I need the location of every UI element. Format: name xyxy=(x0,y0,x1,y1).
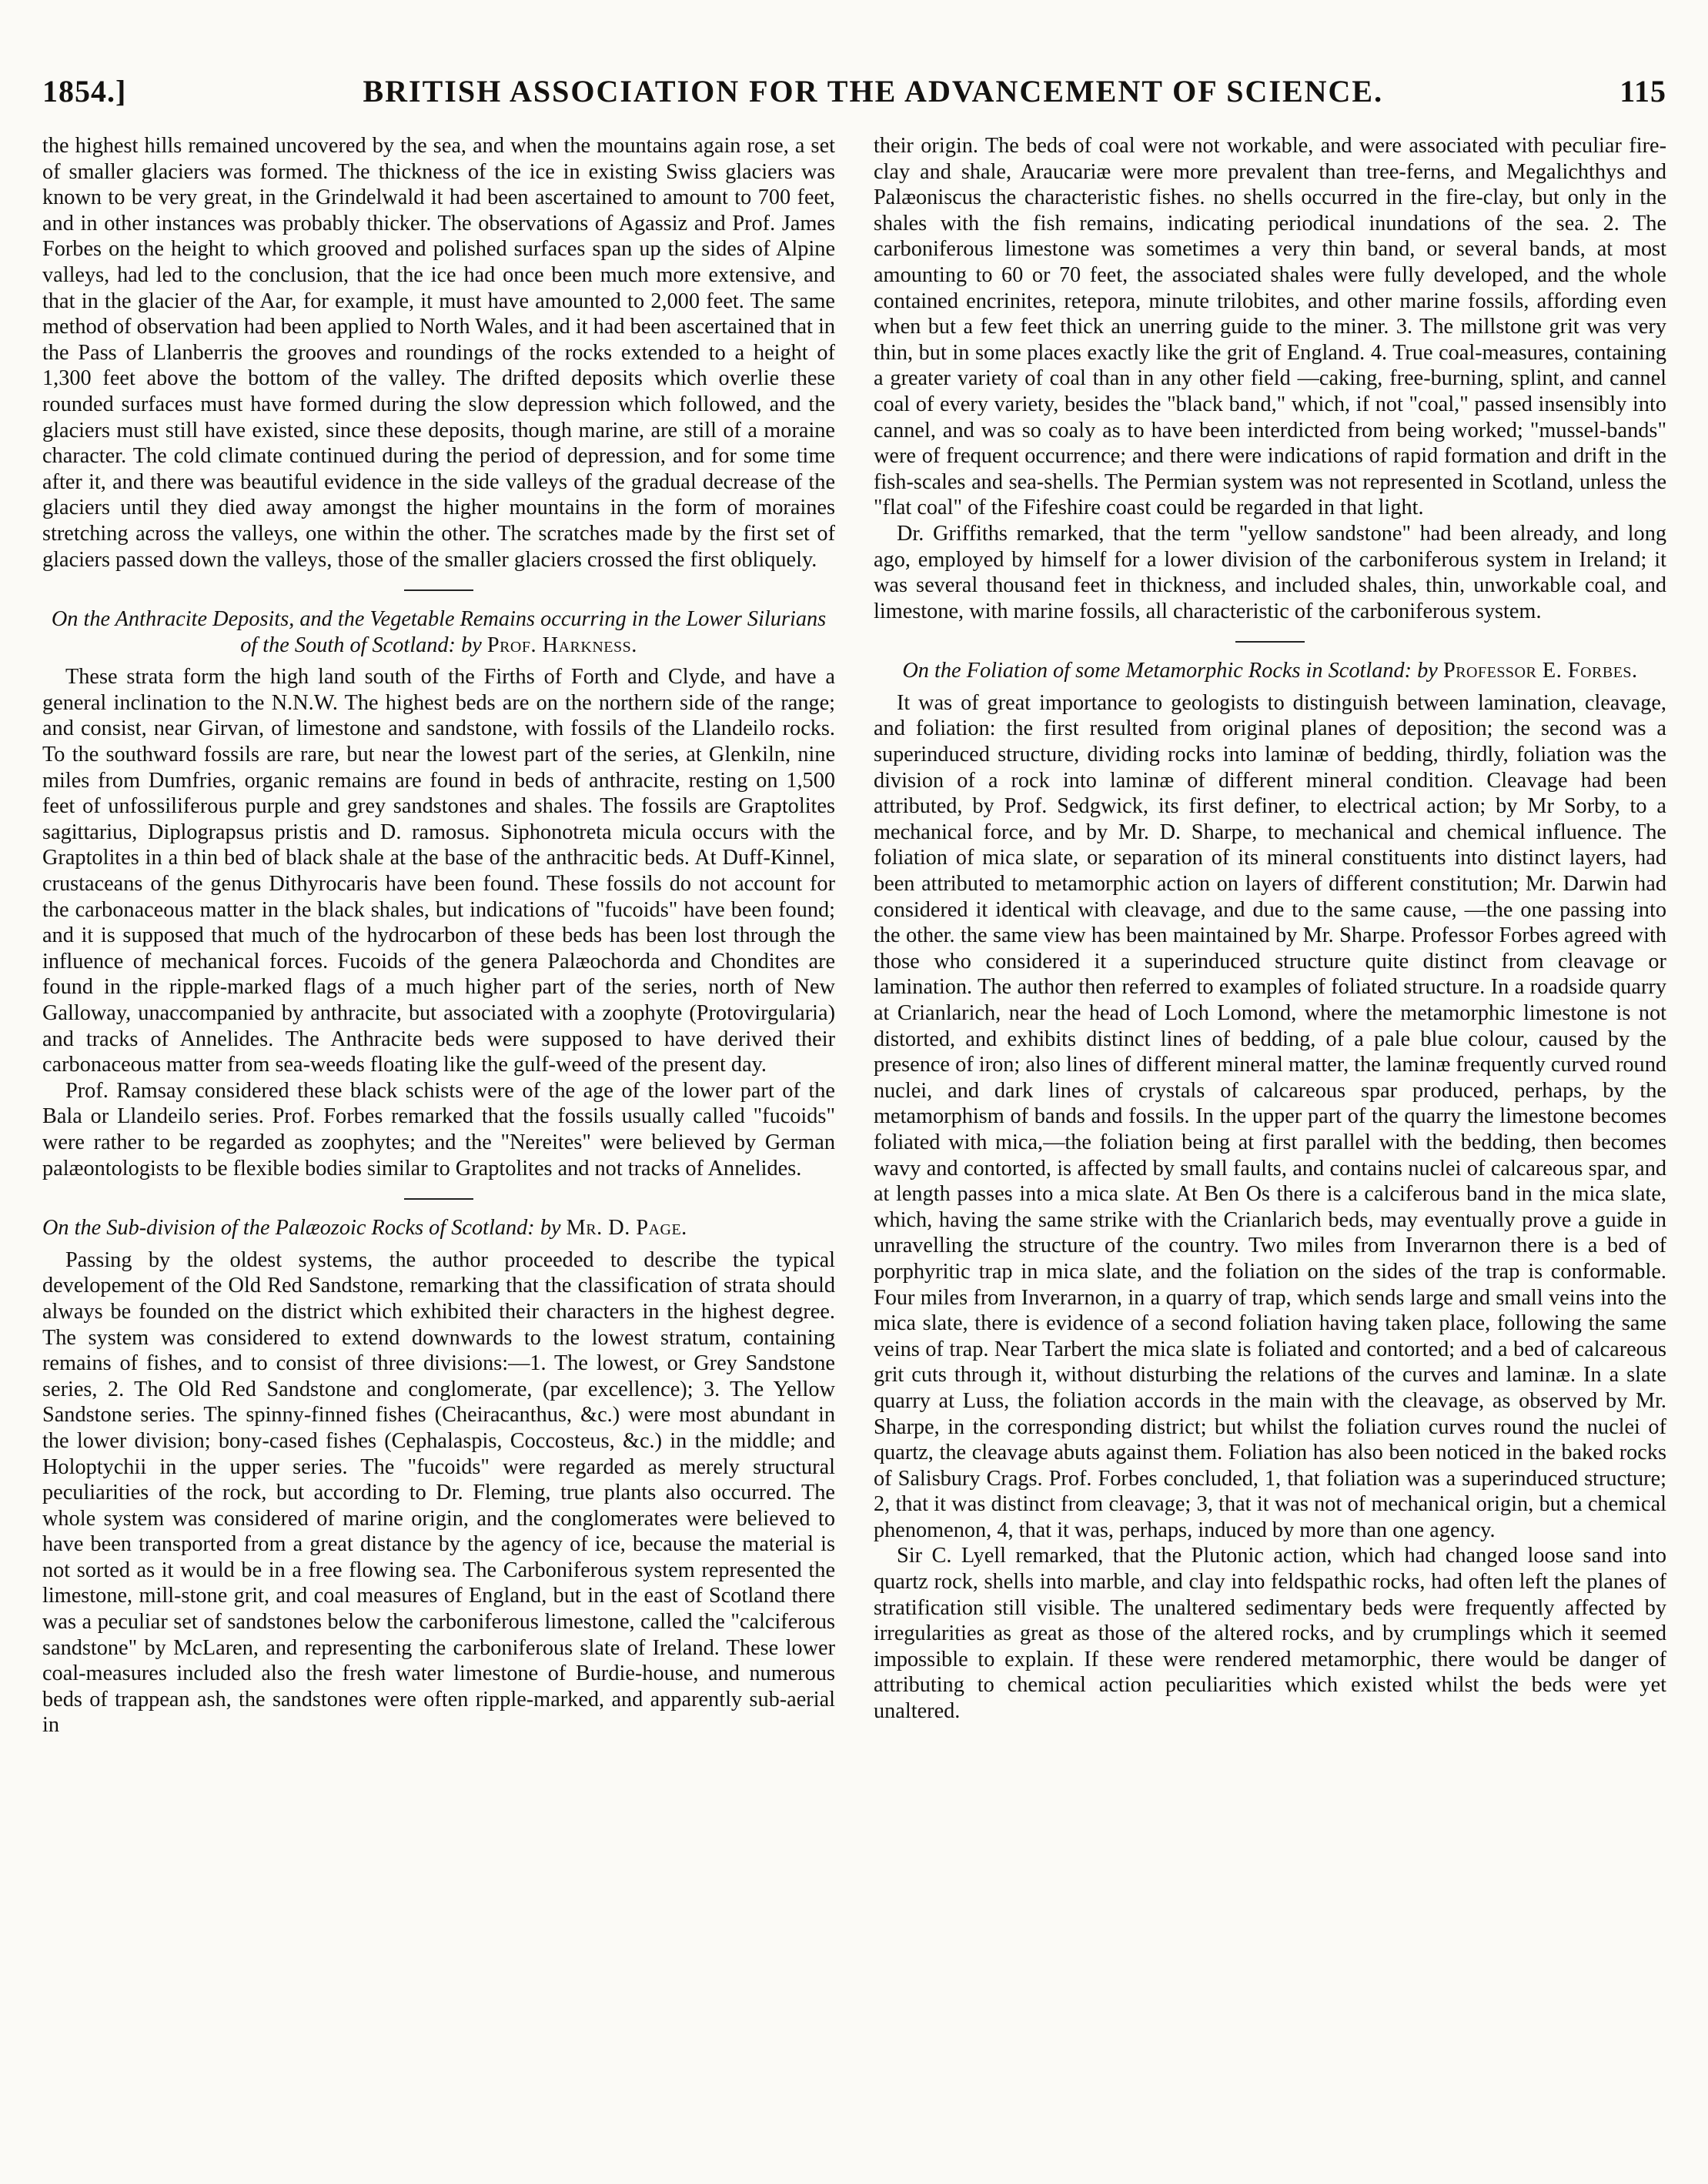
section-by: by xyxy=(461,633,482,657)
section-by: by xyxy=(1417,659,1438,683)
header-year: 1854.] xyxy=(42,74,127,109)
section-author: Mr. D. Page. xyxy=(566,1216,687,1241)
left-column xyxy=(42,133,835,2157)
section-author: Prof. Harkness. xyxy=(486,633,637,657)
section-heading-palaeozoic xyxy=(42,1215,835,1241)
section-heading-anthracite xyxy=(42,606,835,658)
section-title: On the Anthracite Deposits, and the Vegetable Remains occurring in the Lower Silurians of the South of Scotland: xyxy=(51,607,827,657)
paragraph-old-red-sandstone: Passing by the oldest systems, the author proceeded to describe the typical developement of the Old Red Sandstone, remarking that the classification of strata should always be founded on the district which exhibited their characters in the highest degree. The system was considered to extend downwards to the lowest stratum, containing remains of fishes, and to consist of three divisions:—1. The lowest, or Grey Sandstone series, 2. The Old Red Sandstone and conglomerate, (par excellence); 3. The Yellow Sandstone series. The spinny-finned fishes (Cheiracanthus, &c.) were most abundant in the lower division; bony-cased fishes (Cephalaspis, Coccosteus, &c.) in the middle; and Holoptychii in the upper series. The "fucoids" were regarded as merely structural peculiarities of the rock, but according to Dr. Fleming, true plants also occurred. The whole system was considered of marine origin, and the conglomerates were believed to have been transported from a great distance by the agency of ice, because the material is not sorted as it would be in a free flowing sea. The Carboniferous system represented the limestone, mill-stone grit, and coal measures of England, but in the east of Scotland there was a peculiar set of sandstones below the carboniferous limestone, called the "calciferous sandstone" by McLaren, and representing the carboniferous slate of Ireland. These lower coal-measures included also the fresh water limestone of Burdie-house, and numerous beds of trappean ash, the sandstones were often ripple-marked, and apparently sub-aerial in xyxy=(42,1247,835,1738)
paragraph-griffiths: Dr. Griffiths remarked, that the term "yellow sandstone" had been already, and long ago, employed by himself for a lower division of the carboniferous system in Ireland; it was several thousand feet in thickness, and included shales, thin, unworkable coal, and limestone, with marine fossils, all characteristic of the carboniferous system. xyxy=(874,521,1666,623)
paragraph-anthracite: These strata form the high land south of the Firths of Forth and Clyde, and have a general inclination to the N.N.W. The highest beds are on the northern side of the range; and consist, near Girvan, of limestone and sandstone, with fossils of the Llandeilo rocks. To the southward fossils are rare, but near the lowest part of the series, at Glenkiln, nine miles from Dumfries, organic remains are found in beds of anthracite, resting on 1,500 feet of unfossiliferous purple and grey sandstones and shales. The fossils are Graptolites sagittarius, Diplograpsus pristis and D. ramosus. Siphonotreta micula occurs with the Graptolites in a thin bed of black shale at the base of the anthracitic beds. At Duff-Kinnel, crustaceans of the genus Dithyrocaris have been found. These fossils do not account for the carbonaceous matter in the black shales, but indications of "fucoids" have been found; and it is supposed that much of the hydrocarbon of these beds has been lost through the influence of mechanical forces. Fucoids of the genera Palæochorda and Chondites are found in the ripple-marked flags of a much higher part of the series, north of New Galloway, unaccompanied by anthracite, but associated with a zoophyte (Protovirgularia) and tracks of Annelides. The Anthracite beds were supposed to have derived their carbonaceous matter from sea-weeds floating like the gulf-weed of the present day. xyxy=(42,665,835,1077)
section-divider xyxy=(404,1198,473,1200)
section-divider xyxy=(1235,641,1305,643)
header-title: BRITISH ASSOCIATION FOR THE ADVANCEMENT OF SCIENCE. xyxy=(363,74,1384,109)
section-by: by xyxy=(540,1216,561,1241)
right-column xyxy=(874,133,1666,2157)
page-number: 115 xyxy=(1619,74,1666,109)
page xyxy=(42,73,1666,2166)
section-divider xyxy=(404,589,473,591)
paragraph-lyell: Sir C. Lyell remarked, that the Plutonic action, which had changed loose sand into quartz rock, shells into marble, and clay into feldspathic rocks, had often left the planes of stratification still visible. The unaltered sedimentary beds were frequently affected by irregularities as great as those of the altered rocks, and by crumplings which it seemed impossible to explain. If these were rendered metamorphic, there would be danger of attributing to chemical action peculiarities which existed whilst the beds were yet unaltered. xyxy=(874,1544,1666,1724)
section-heading-foliation xyxy=(874,658,1666,684)
section-title: On the Sub-division of the Palæozoic Rocks of Scotland: xyxy=(42,1216,535,1241)
paragraph-glaciers-continued: the highest hills remained uncovered by the sea, and when the mountains again rose, a set of smaller glaciers was formed. The thickness of the ice in existing Swiss glaciers was known to be very great, in the Grindelwald it had been ascertained to amount to 700 feet, and in other instances was probably thicker. The observations of Agassiz and Prof. James Forbes on the height to which grooved and polished surfaces span up the sides of Alpine valleys, had led to the conclusion, that the ice had once been much more extensive, and that in the glacier of the Aar, for example, it must have amounted to 2,000 feet. The same method of observation had been applied to North Wales, and it had been ascertained that in the Pass of Llanberris the grooves and roundings of the rocks extended to a height of 1,300 feet above the bottom of the valley. The drifted deposits which overlie these rounded surfaces must have formed during the slow depression which followed, and the glaciers must still have existed, since these deposits, though marine, are still of a moraine character. The cold climate continued during the period of depression, and for some time after it, and there was beautiful evidence in the side valleys of the gradual decrease of the glaciers until they died away amongst the higher mountains in the form of moraines stretching across the valleys, one within the other. The scratches made by the first set of glaciers passed down the valleys, those of the smaller glaciers crossed the first obliquely. xyxy=(42,134,835,572)
text-columns xyxy=(42,133,1666,2157)
section-author: Professor E. Forbes. xyxy=(1442,659,1638,683)
paragraph-foliation: It was of great importance to geologists to distinguish between lamination, cleavage, and foliation: the first resulted from original planes of deposition; the second was a superinduced structure, dividing rocks into laminæ of bedding, thirdly, foliation was the division of a rock into laminæ of different mineral condition. Cleavage had been attributed, by Prof. Sedgwick, its first definer, to electrical action; by Mr Sorby, to a mechanical force, and by Mr. D. Sharpe, to mechanical and chemical influence. The foliation of mica slate, or separation of its mineral constituents into distinct layers, had been attributed to metamorphic action on layers of different constitution; Mr. Darwin had considered it identical with cleavage, and due to the same cause, —the one passing into the other. the same view has been maintained by Mr. Sharpe. Professor Forbes agreed with those who considered it a superinduced structure quite distinct from cleavage or lamination. The author then referred to examples of foliated structure. In a roadside quarry at Crianlarich, near the head of Loch Lomond, where the metamorphic limestone is not distorted, and exhibits distinct lines of bedding, of a pale blue colour, caused by the presence of iron; also lines of different mineral matter, the laminæ frequently curved round nuclei, and dark lines of crystals of calcareous spar produced, perhaps, by the metamorphism of bands and fossils. In the upper part of the quarry the limestone becomes foliated with mica,—the foliation being at first parallel with the bedding, then becomes wavy and contorted, is affected by small faults, and contains nuclei of calcareous spar, and at length passes into a mica slate. At Ben Os there is a calciferous band in the mica slate, which, having the same strike with the Crianlarich beds, may eventually prove a guide in unravelling the structure of the country. Two miles from Inverarnon there is a bed of porphyritic trap in mica slate, and the foliation on the sides of the trap is conformable. Four miles from Inverarnon, in a quarry of trap, which sends large and small veins into the mica slate, there is evidence of a second foliation having taken place, following the same veins of trap. Near Tarbert the mica slate is foliated and contorted; and a bed of calcareous grit cuts through it, without disturbing the relations of the curves and laminæ. In a slate quarry at Luss, the foliation accords in the main with the cleavage, as observed by Mr. Sharpe, in the corresponding district; but whilst the foliation curves round the nuclei of quartz, the cleavage abuts against them. Foliation has also been noticed in the baked rocks of Salisbury Crags. Prof. Forbes concluded, 1, that foliation was a superinduced structure; 2, that it was distinct from cleavage; 3, that it was not of mechanical origin, but a chemical phenomenon, 4, that it was, perhaps, induced by more than one agency. xyxy=(874,690,1666,1542)
paragraph-ramsay: Prof. Ramsay considered these black schists were of the age of the lower part of the Bala or Llandeilo series. Prof. Forbes remarked that the fossils usually called "fucoids" were rather to be regarded as zoophytes; and the "Nereites" were believed by German palæontologists to be flexible bodies similar to Graptolites and not tracks of Annelides. xyxy=(42,1078,835,1180)
running-header xyxy=(42,73,1666,119)
section-title: On the Foliation of some Metamorphic Rocks in Scotland: xyxy=(902,659,1412,683)
paragraph-carboniferous-continued: their origin. The beds of coal were not workable, and were associated with peculiar fire-clay and shale, Araucariæ were more prevalent than tree-ferns, and Megalichthys and Palæoniscus the characteristic fishes. no shells occurred in the fire-clay, but only in the shales with the fish remains, indicating periodical inundations of the sea. 2. The carboniferous limestone was sometimes a very thin band, or several bands, at most amounting to 60 or 70 feet, the associated shales were fully developed, and the whole contained encrinites, retepora, minute trilobites, and other marine fossils, affording even when but a few feet thick an unerring guide to the miner. 3. The millstone grit was very thin, but in some places exactly like the grit of England. 4. True coal-measures, containing a greater variety of coal than in any other field —caking, free-burning, splint, and cannel coal of every variety, besides the "black band," which, if not "coal," passed insensibly into cannel, and was so coaly as to have been interdicted from being worked; "mussel-bands" were of frequent occurrence; and there were indications of rapid formation and drift in the fish-scales and sea-shells. The Permian system was not represented in Scotland, unless the "flat coal" of the Fifeshire coast could be regarded in that light. xyxy=(874,134,1666,520)
